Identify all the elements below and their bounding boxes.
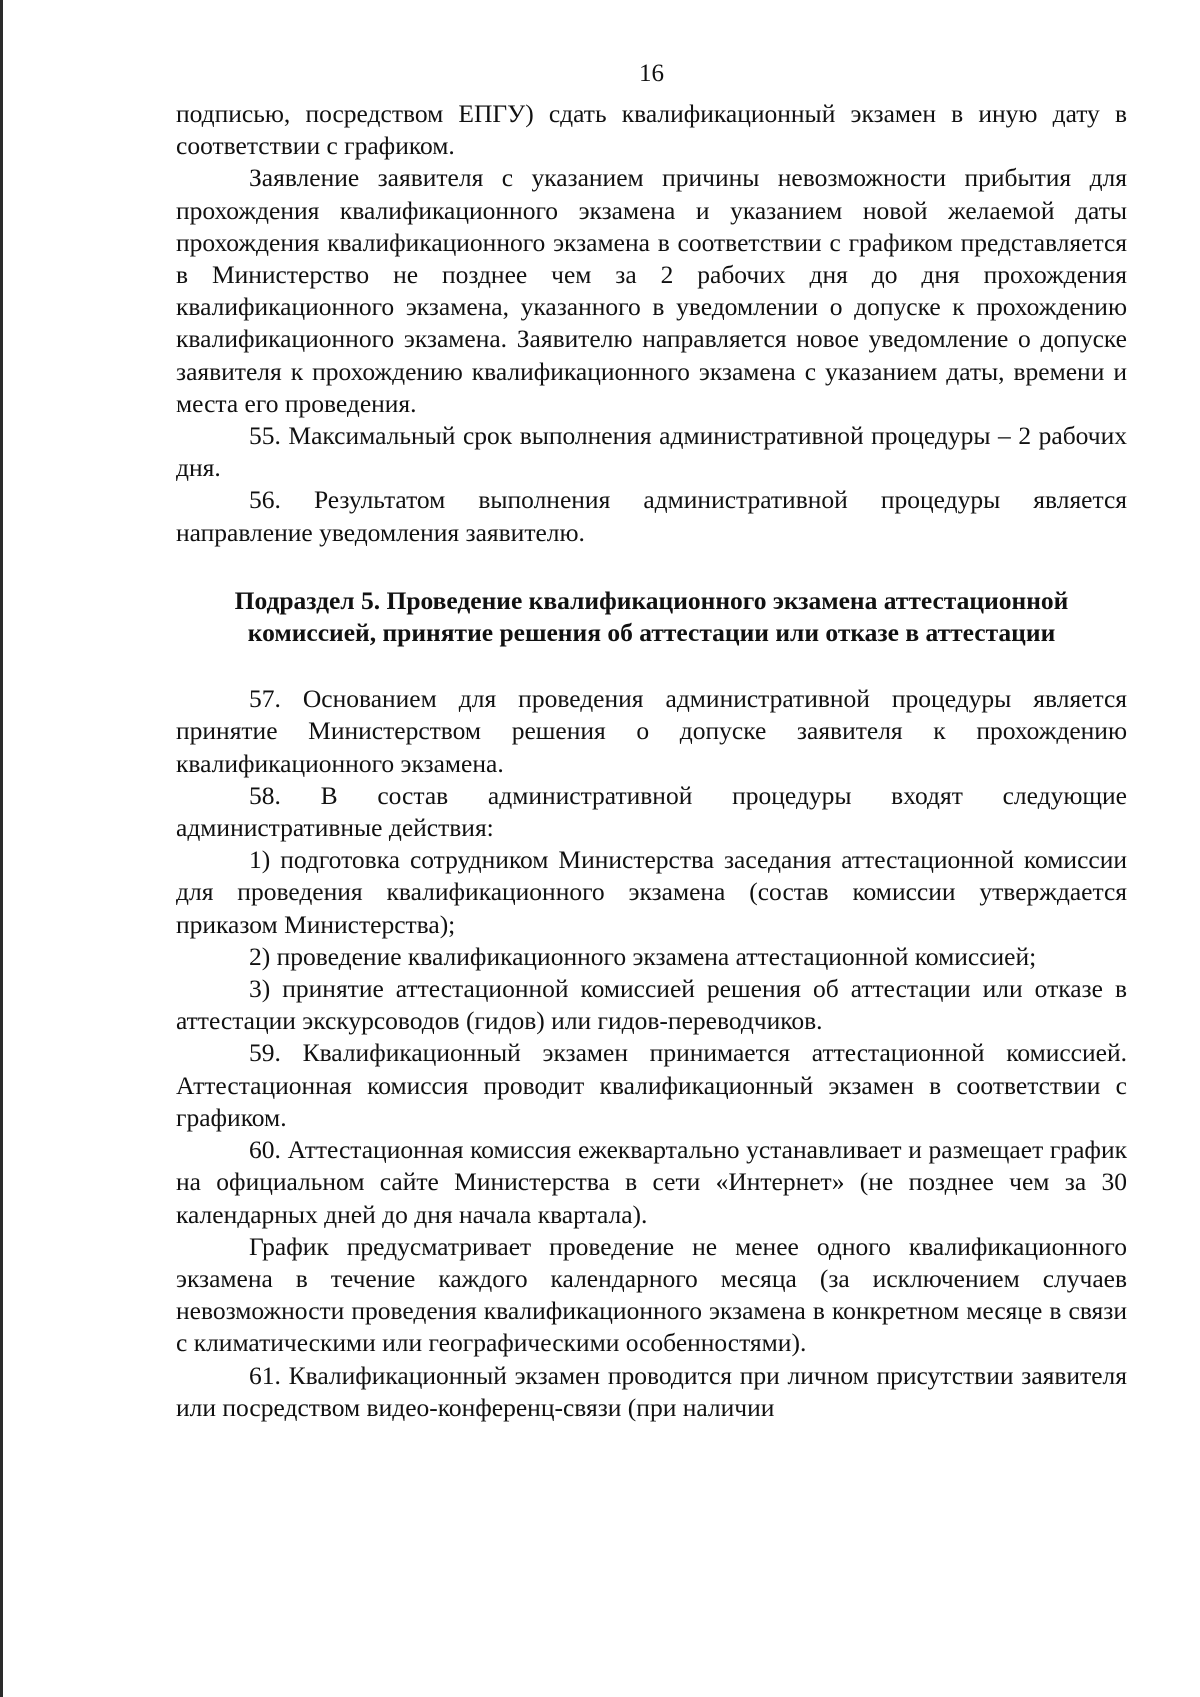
list-item-3: 3) принятие аттестационной комиссией решения об аттестации или отказе в аттестации экскурсоводов (гидов) или гидов-переводчиков. [176,974,1127,1036]
paragraph-59: 59. Квалификационный экзамен принимается аттестационной комиссией. Аттестационная комиссия проводит квалификационный экзамен в соответствии с графиком. [176,1038,1127,1132]
paragraph-57: 57. Основанием для проведения административной процедуры является принятие Министерством решения о допуске заявителя к прохождению квалификационного экзамена. [176,684,1127,778]
list-item-2: 2) проведение квалификационного экзамена аттестационной комиссией; [249,941,1037,971]
paragraph-58: 58. В состав административной процедуры входят следующие административные действия: [176,780,1127,843]
list-item-1: 1) подготовка сотрудником Министерства заседания аттестационной комиссии для проведения квалификационного экзамена (состав комиссии утверждается приказом Министерства); [176,845,1127,939]
page-number: 16 [639,60,664,87]
paragraph-schedule: График предусматривает проведение не менее одного квалификационного экзамена в течение каждого календарного месяца (за исключением случаев невозможности проведения квалификационного экзамена в конкретном месяце в связи с климатическими или географическими особенностями). [176,1231,1127,1358]
paragraph-application-reschedule: Заявление заявителя с указанием причины невозможности прибытия для прохождения квалификационного экзамена и указанием новой желаемой даты прохождения квалификационного экзамена в соответствии с графиком представляется в Министерство не позднее чем за 2 рабочих дня до дня прохождения квалификационного экзамена, указанного в уведомлении о допуске к прохождению квалификационного экзамена. Заявителю направляется новое уведомление о допуске заявителя к прохождению квалификационного экзамена с указанием даты, времени и места его проведения. [176,163,1127,418]
subsection-heading [176,585,1127,649]
document-page [176,58,1127,1424]
paragraph-61: 61. Квалификационный экзамен проводится при личном присутствии заявителя или посредством видео-конференц-связи (при наличии [176,1360,1127,1422]
subsection-heading-line-2: комиссией, принятие решения об аттестации или отказе в аттестации [247,618,1056,648]
paragraph-55: 55. Максимальный срок выполнения административной процедуры – 2 рабочих дня. [176,421,1127,483]
paragraph-60: 60. Аттестационная комиссия ежеквартально устанавливает и размещает график на официальном сайте Министерства в сети «Интернет» (не позднее чем за 30 календарных дней до дня начала квартала). [176,1135,1127,1229]
subsection-heading-line-1: Подраздел 5. Проведение квалификационного экзамена аттестационной [234,585,1069,615]
paragraph-continuation: подписью, посредством ЕПГУ) сдать квалификационный экзамен в иную дату в соответствии с графиком. [176,99,1127,161]
scan-left-edge [0,0,3,1697]
paragraph-56: 56. Результатом выполнения административной процедуры является направление уведомления заявителю. [176,485,1127,547]
